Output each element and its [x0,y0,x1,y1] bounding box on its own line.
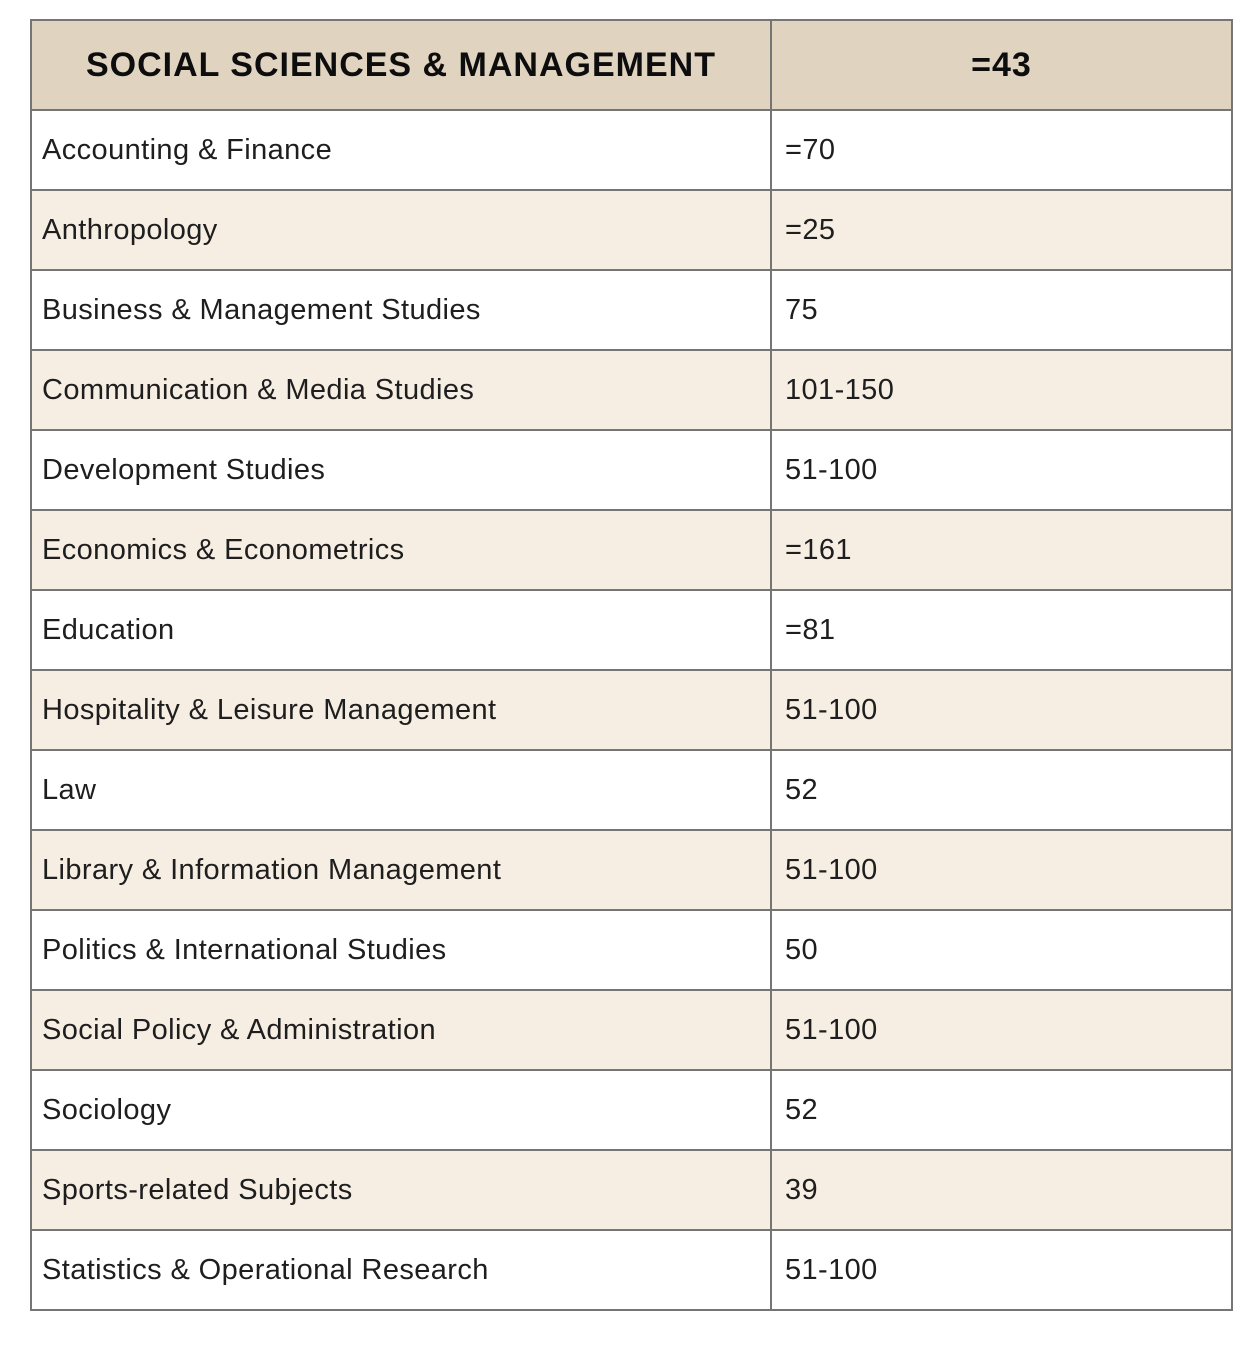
table-row [31,670,1232,750]
table-row [31,510,1232,590]
table-row [31,1150,1232,1230]
subject-cell: Sports-related Subjects [31,1150,771,1230]
table-row [31,590,1232,670]
table-row [31,750,1232,830]
table-header [31,20,1232,110]
rank-cell: 51-100 [771,670,1232,750]
subject-cell: Communication & Media Studies [31,350,771,430]
table-row [31,1070,1232,1150]
rank-cell: 51-100 [771,430,1232,510]
rank-cell: 51-100 [771,990,1232,1070]
table-row [31,350,1232,430]
subject-cell: Anthropology [31,190,771,270]
table-header-category: SOCIAL SCIENCES & MANAGEMENT [31,20,771,110]
subject-cell: Education [31,590,771,670]
table-header-overall-rank: =43 [771,20,1232,110]
rank-cell: =81 [771,590,1232,670]
table-header-row [31,20,1232,110]
subject-cell: Library & Information Management [31,830,771,910]
table-row [31,190,1232,270]
subject-cell: Law [31,750,771,830]
subject-cell: Statistics & Operational Research [31,1230,771,1310]
subject-cell: Social Policy & Administration [31,990,771,1070]
subject-ranking-table [30,19,1233,1311]
subject-cell: Economics & Econometrics [31,510,771,590]
rank-cell: =25 [771,190,1232,270]
subject-cell: Development Studies [31,430,771,510]
rank-cell: 101-150 [771,350,1232,430]
subject-cell: Accounting & Finance [31,110,771,190]
table-row [31,830,1232,910]
rank-cell: =70 [771,110,1232,190]
table-row [31,270,1232,350]
rank-cell: 51-100 [771,1230,1232,1310]
subject-cell: Sociology [31,1070,771,1150]
table-row [31,110,1232,190]
subject-cell: Hospitality & Leisure Management [31,670,771,750]
table-row [31,430,1232,510]
rank-cell: 51-100 [771,830,1232,910]
table-row [31,990,1232,1070]
table-row [31,910,1232,990]
rank-cell: 75 [771,270,1232,350]
rank-cell: 50 [771,910,1232,990]
rank-cell: 52 [771,1070,1232,1150]
table-row [31,1230,1232,1310]
rank-cell: 39 [771,1150,1232,1230]
rank-cell: 52 [771,750,1232,830]
subject-cell: Politics & International Studies [31,910,771,990]
subject-cell: Business & Management Studies [31,270,771,350]
rank-cell: =161 [771,510,1232,590]
table-body [31,110,1232,1310]
